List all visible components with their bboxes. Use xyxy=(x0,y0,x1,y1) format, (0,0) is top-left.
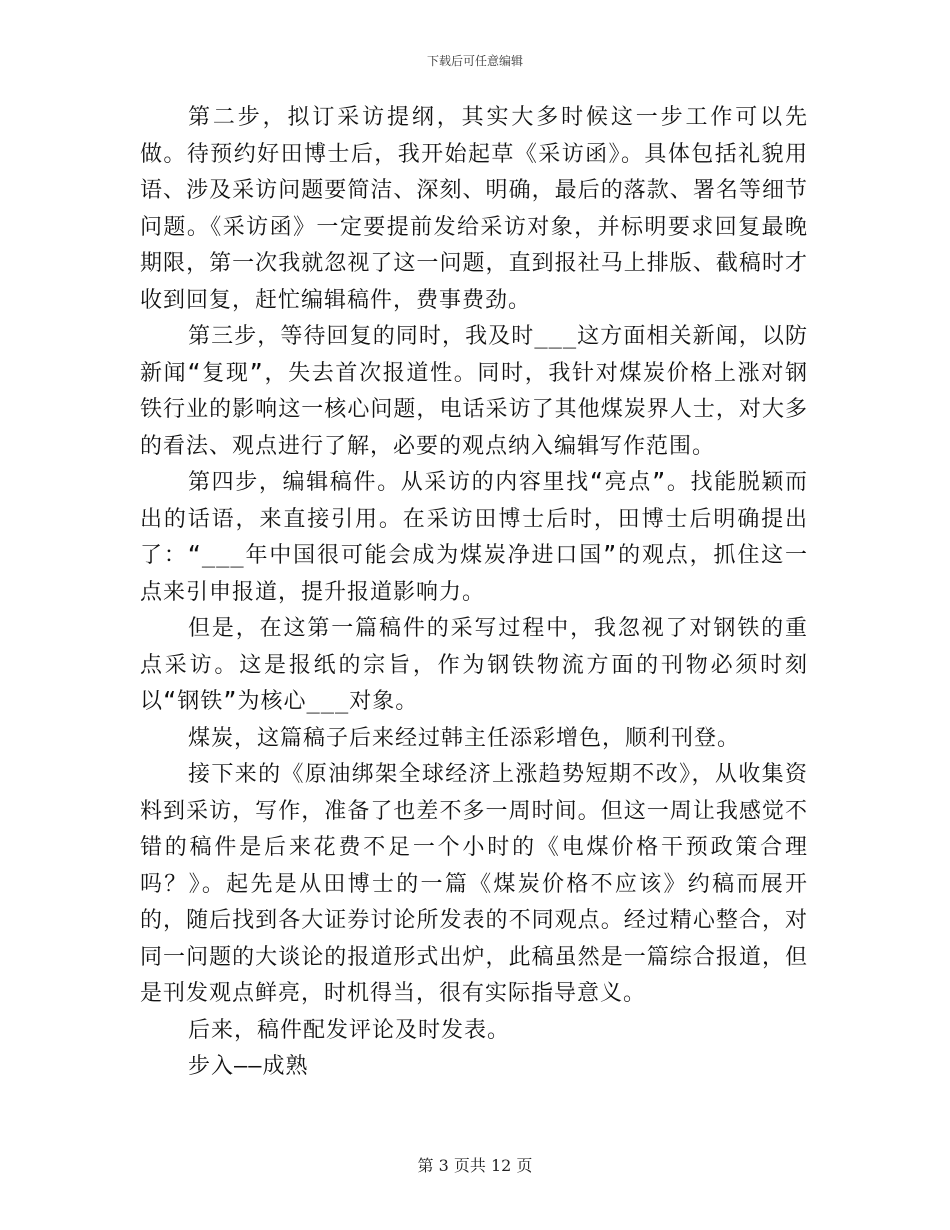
paragraph-step-four: 第四步，编辑稿件。从采访的内容里找“亮点”。找能脱颖而出的话语，来直接引用。在采访田博士后时，田博士后明确提出了：“___年中国很可能会成为煤炭净进口国”的观点，抓住这一点来引申报道，提升报道影响力。 xyxy=(140,470,808,605)
document-body xyxy=(140,100,808,1086)
paragraph-step-three: 第三步，等待回复的同时，我及时___这方面相关新闻，以防新闻“复现”，失去首次报道性。同时，我针对煤炭价格上涨对钢铁行业的影响这一核心问题，电话采访了其他煤炭界人士，对大多的看法、观点进行了解，必要的观点纳入编辑写作范围。 xyxy=(140,324,808,459)
paragraph-coal: 煤炭，这篇稿子后来经过韩主任添彩增色，顺利刊登。 xyxy=(188,725,741,751)
paragraph-next-articles: 接下来的《原油绑架全球经济上涨趋势短期不改》，从收集资料到采访，写作，准备了也差不多一周时间。但这一周让我感觉不错的稿件是后来花费不足一个小时的《电煤价格干预政策合理吗？》。起先是从田博士的一篇《煤炭价格不应该》约稿而展开的，随后找到各大证券讨论所发表的不同观点。经过精心整合，对同一问题的大谈论的报道形式出炉，此稿虽然是一篇综合报道，但是刊发观点鲜亮，时机得当，很有实际指导意义。 xyxy=(140,762,808,1006)
page-header: 下载后可任意编辑 xyxy=(426,54,523,68)
paragraph-reflection: 但是，在这第一篇稿件的采写过程中，我忽视了对钢铁的重点采访。这是报纸的宗旨，作为钢铁物流方面的刊物必须时刻以“钢铁”为核心___对象。 xyxy=(140,616,808,714)
paragraph-step-two: 第二步，拟订采访提纲，其实大多时候这一步工作可以先做。待预约好田博士后，我开始起草《采访函》。具体包括礼貌用语、涉及采访问题要简洁、深刻、明确，最后的落款、署名等细节问题。《采访函》一定要提前发给采访对象，并标明要求回复最晚期限，第一次我就忽视了这一问题，直到报社马上排版、截稿时才收到回复，赶忙编辑稿件，费事费劲。 xyxy=(140,105,808,313)
paragraph-later: 后来，稿件配发评论及时发表。 xyxy=(188,1017,511,1043)
page-footer: 第 3 页共 12 页 xyxy=(417,1156,533,1175)
section-heading-maturity: 步入——成熟 xyxy=(188,1054,309,1079)
